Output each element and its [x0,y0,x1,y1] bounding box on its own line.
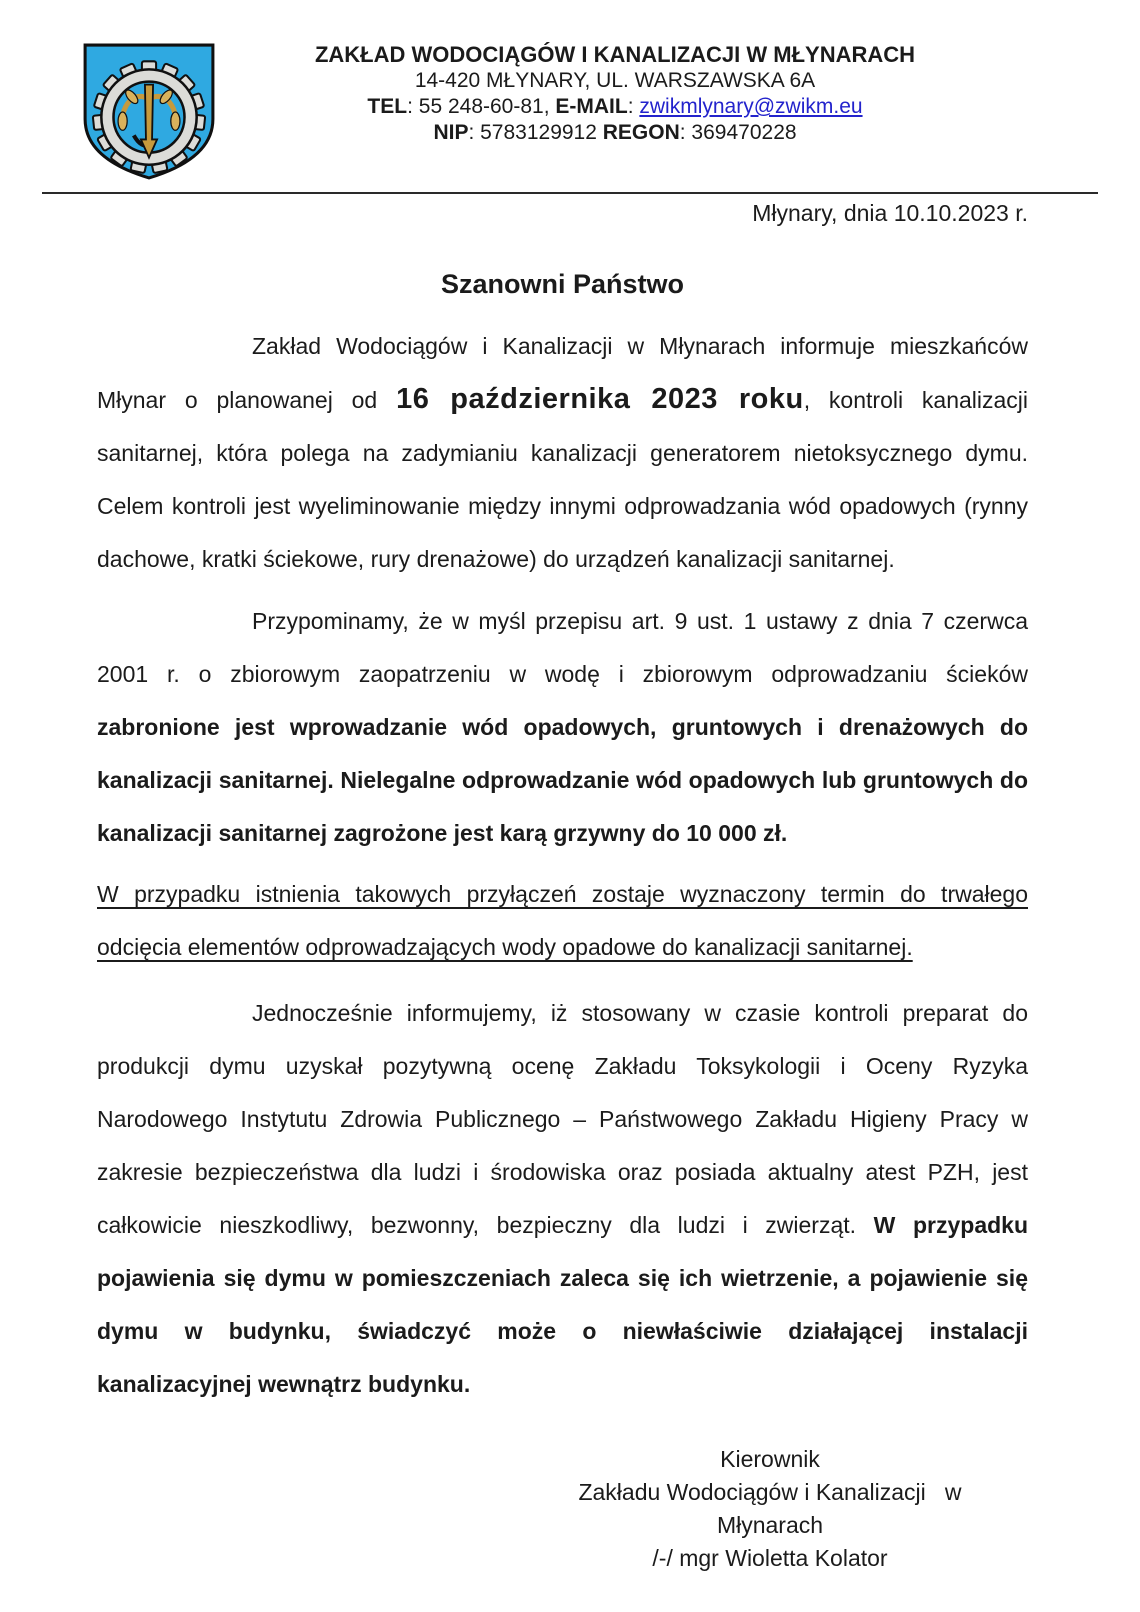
nip-label: NIP [433,121,469,144]
inspection-start-date: 16 października 2023 roku [396,383,804,415]
org-contact: TEL: 55 248-60-81, E-MAIL: zwikmlynary@zwikm.eu [367,95,863,118]
org-address: 14-420 MŁYNARY, UL. WARSZAWSKA 6A [414,69,816,92]
ventilation-advice: W przypadku pojawienia się dymu w pomieszczeniach zaleca się ich wietrzenie, a pojawienie się dymu w budynku, świadczyć może o niewłaściwie działającej instalacji kanalizacyjnej wewnątrz budynku. [97,1212,1028,1397]
paragraph-inspection-notice: Zakład Wodociągów i Kanalizacji w Młynarach informuje mieszkańców Młynar o planowanej od 16 października 2023 roku, kontroli kanalizacji sanitarnej, która polega na zadymianiu kanalizacji generatorem nietoksycznego dymu. Celem kontroli jest wyeliminowanie między innymi odprowadzania wód opadowych (rynny dachowe, kratki ściekowe, rury drenażowe) do urządzeń kanalizacji sanitarnej. [97,333,1029,572]
paragraph-disconnection-warning: W przypadku istnienia takowych przyłączeń zostaje wyznaczony termin do trwałego odcięcia elementów odprowadzających wody opadowe do kanalizacji sanitarnej. [97,881,1028,960]
letterhead [0,0,1140,192]
email-link[interactable]: zwikmlynary@zwikm.eu [639,95,863,118]
org-registration: NIP: 5783129912 REGON: 369470228 [433,121,797,144]
signature-block [535,1443,1005,1575]
email-label: E-MAIL [555,95,628,118]
date-line: Młynary, dnia 10.10.2023 r. [752,200,1028,226]
paragraph-legal-basis: Przypominamy, że w myśl przepisu art. 9 ust. 1 ustawy z dnia 7 czerwca 2001 r. o zbiorowym zaopatrzeniu w wodę i zbiorowym odprowadzaniu ścieków zabronione jest wprowadzanie wód opadowych, gruntowych i drenażowych do kanalizacji sanitarnej. Nielegalne odprowadzanie wód opadowych lub gruntowych do kanalizacji sanitarnej zagrożone jest karą grzywny do 10 000 zł. [97,608,1028,846]
salutation-title: Szanowni Państwo [440,269,685,299]
signature-role: Kierownik [720,1446,820,1472]
paragraph-smoke-safety: Jednocześnie informujemy, iż stosowany w czasie kontroli preparat do produkcji dymu uzyskał pozytywną ocenę Zakładu Toksykologii i Oceny Ryzyka Narodowego Instytutu Zdrowia Publicznego – Państwowego Zakładu Higieny Pracy w zakresie bezpieczeństwa dla ludzi i środowiska oraz posiada aktualny atest PZH, jest całkowicie nieszkodliwy, bezwonny, bezpieczny dla ludzi i zwierząt. W przypadku pojawienia się dymu w pomieszczeniach zaleca się ich wietrzenie, a pojawienie się dymu w budynku, świadczyć może o niewłaściwie działającej instalacji kanalizacyjnej wewnątrz budynku. [97,1000,1028,1397]
letterhead-text [160,42,1070,145]
signature-org: Zakładu Wodociągów i Kanalizacji w Młynarach [578,1479,962,1538]
prohibition-statement: zabronione jest wprowadzanie wód opadowych, gruntowych i drenażowych do kanalizacji sanitarnej. Nielegalne odprowadzanie wód opadowych lub gruntowych do kanalizacji sanitarnej zagrożone jest karą grzywny do 10 000 zł. [97,714,1028,846]
letter-body [0,268,1140,1575]
org-name: ZAKŁAD WODOCIĄGÓW I KANALIZACJI W MŁYNARACH [314,42,916,67]
tel-label: TEL [367,95,408,118]
regon-label: REGON [602,121,680,144]
signature-name: /-/ mgr Wioletta Kolator [652,1545,888,1571]
header-divider [42,192,1098,194]
